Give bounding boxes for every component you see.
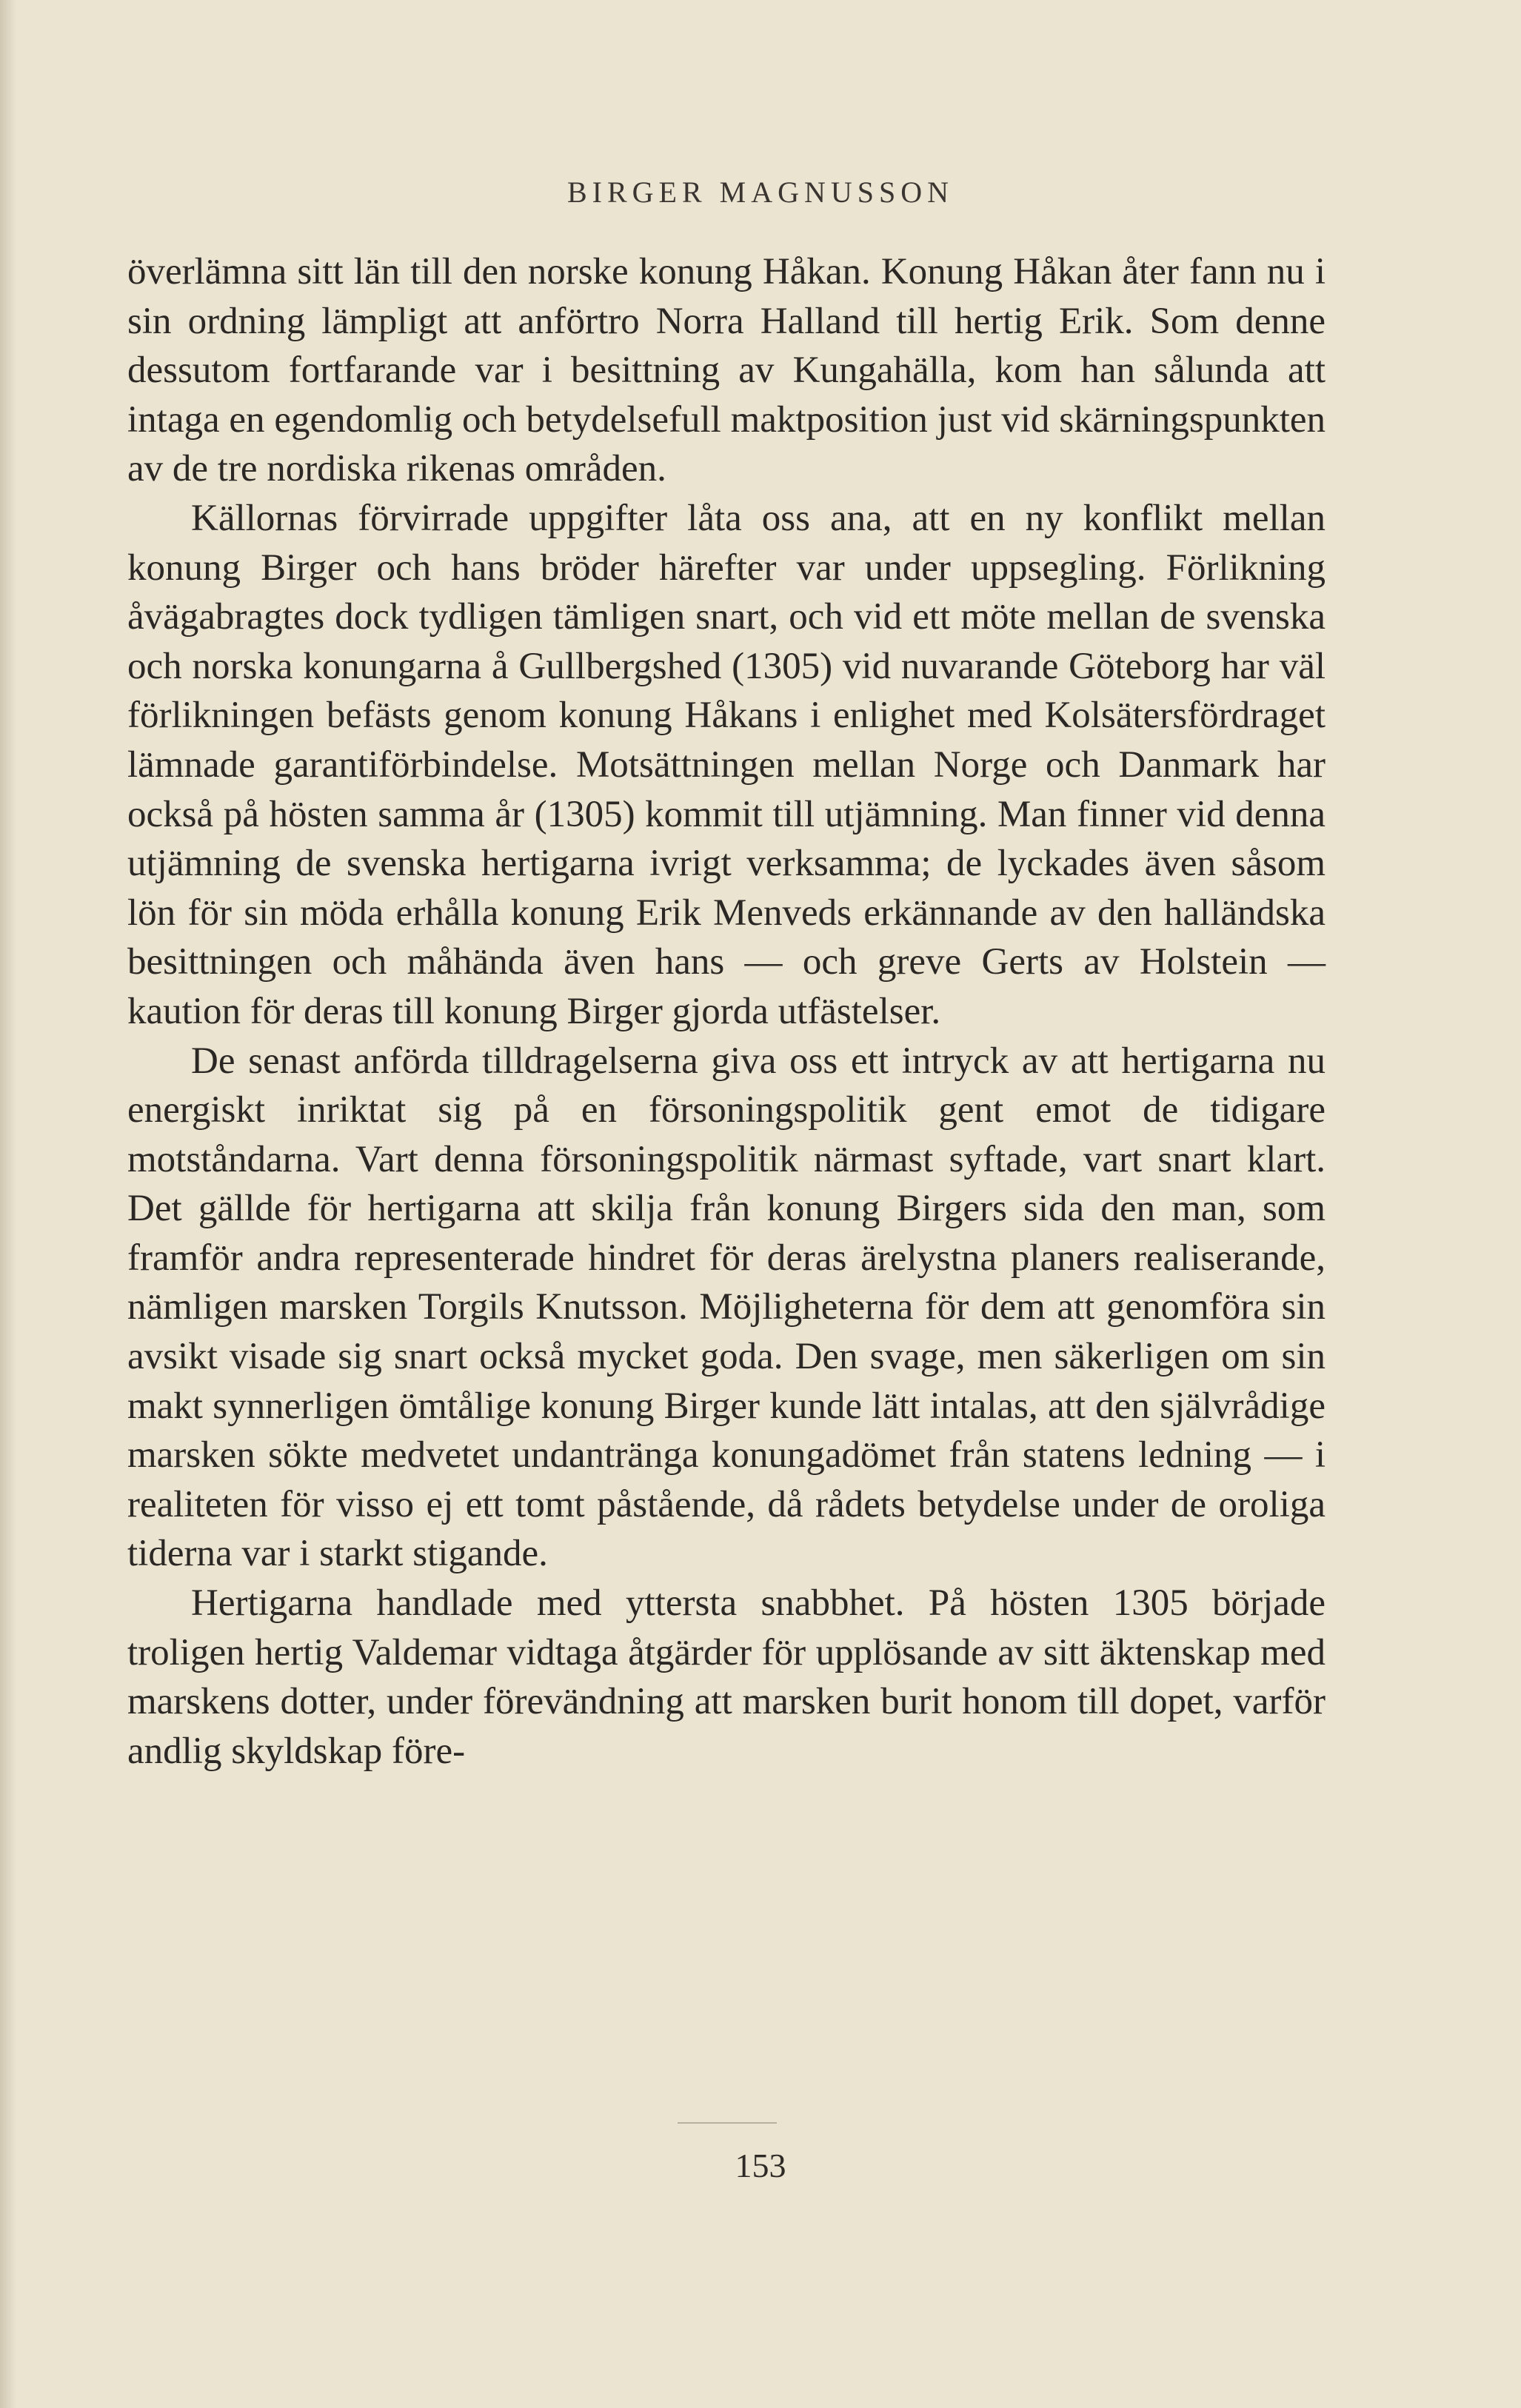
paragraph-2: Källornas förvirrade uppgifter låta oss ana, att en ny konflikt mellan konung Birger och hans bröder härefter var under uppsegling. Förlikning åvägabragtes dock tydligen tämligen snart, och vid ett möte mellan de svenska och norska konungarna å Gullbergshed (1305) vid nuvarande Göteborg har väl förlikningen befästs genom konung Håkans i enlighet med Kolsätersfördraget lämnade garantiförbindelse. Motsättningen mellan Norge och Danmark har också på hösten samma år (1305) kommit till utjämning. Man finner vid denna utjämning de svenska hertigarna ivrigt verksamma; de lyckades även såsom lön för sin möda erhålla konung Erik Menveds erkännande av den halländska besittningen och måhända även hans — och greve Gerts av Holstein — kaution för deras till konung Birger gjorda utfästelser.: [127, 497, 1326, 1032]
body-text: [127, 247, 1326, 1776]
paragraph-3: De senast anförda tilldragelserna giva oss ett intryck av att hertigarna nu energiskt inriktat sig på en försoningspolitik gent emot de tidigare motståndarna. Vart denna försoningspolitik närmast syftade, vart snart klart. Det gällde för hertigarna att skilja från konung Birgers sida den man, som framför andra representerade hindret för deras ärelystna planers realiserande, nämligen marsken Torgils Knutsson. Möjligheterna för dem att genomföra sin avsikt visade sig snart också mycket goda. Den svage, men säkerligen om sin makt synnerligen ömtålige konung Birger kunde lätt intalas, att den självrådige marsken sökte medvetet undantränga konungadömet från statens ledning — i realiteten för visso ej ett tomt påstående, då rådets betydelse under de oroliga tiderna var i starkt stigande.: [127, 1040, 1326, 1575]
folio-rule: [678, 2122, 777, 2124]
gutter-shadow: [0, 0, 16, 2408]
running-head: BIRGER MAGNUSSON: [566, 175, 955, 209]
paragraph-1: överlämna sitt län till den norske konung Håkan. Konung Håkan åter fann nu i sin ordning lämpligt att anförtro Norra Halland till hertig Erik. Som denne dessutom fortfarande var i besittning av Kungahälla, kom han sålunda att intaga en egendomlig och betydelsefull maktposition just vid skärningspunkten av de tre nordiska rikenas områden.: [127, 251, 1326, 490]
paragraph-4: Hertigarna handlade med yttersta snabbhet. På hösten 1305 började troligen hertig Valdemar vidtaga åtgärder för upplösande av sitt äktenskap med marskens dotter, under förevändning att marsken burit honom till dopet, varför andlig skyldskap före-: [127, 1582, 1326, 1772]
page-number: 153: [735, 2147, 786, 2184]
